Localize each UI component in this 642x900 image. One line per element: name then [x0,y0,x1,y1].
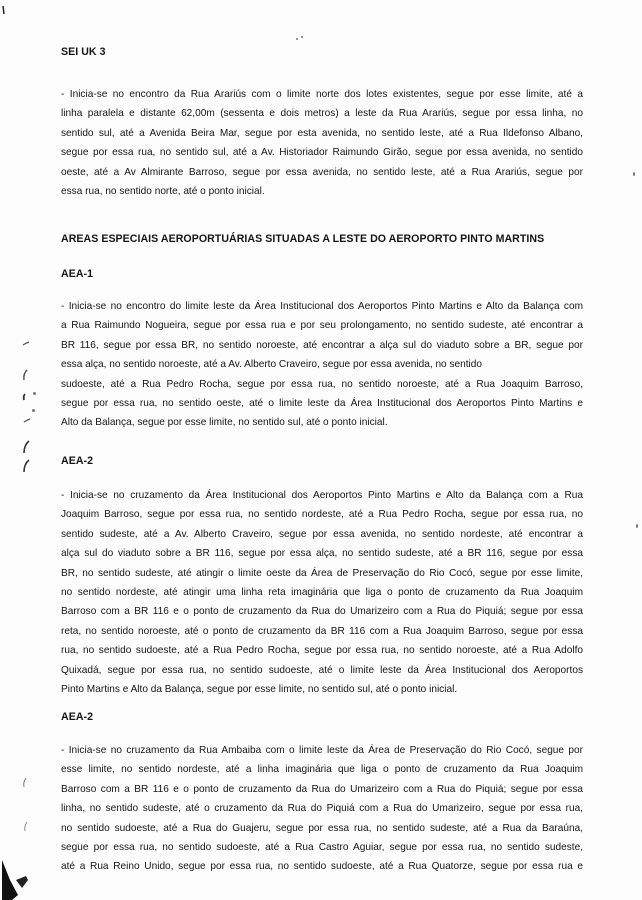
aea2-title: AEA-2 [61,455,94,467]
scan-speck [301,36,303,38]
scan-speck [296,38,298,40]
text-line: sudoeste, até a Rua Pedro Rocha, segue por essa rua, no sentido noroeste, até a Rua Joaquim Barroso, [61,378,583,390]
text-line: até a Rua Reino Unido, segue por essa rua, no sentido sudoeste, até a Rua Quatorze, segue por essa rua e [61,861,583,873]
text-line: linha, no sentido sudeste, até o cruzamento da Rua do Piquiá com a Rua do Umarizeiro, segue por essa rua, [61,803,583,815]
text-line: no sentido sudoeste, até a Rua do Guajeru, segue por essa rua, no sentido sudeste, até a Rua da Baraúna, [61,822,583,834]
text-line: essa rua, no sentido norte, até o ponto inicial. [61,185,265,197]
text-line: reta, no sentido noroeste, até o ponto de cruzamento da BR 116 com a Rua Joaquim Barroso, segue por essa [61,625,583,637]
text-line: Joaquim Barroso, segue por essa rua, no sentido nordeste, até a Rua Pedro Rocha, segue por essa rua, no [61,509,583,521]
aea2-second-title: AEA-2 [61,711,94,723]
text-line: esse limite, no sentido nordeste, até a linha imaginária que liga o ponto de cruzamento da Rua Joaquim [61,764,583,776]
text-line: alça sul do viaduto sobre a BR 116, segue por essa alça, no sentido sudeste, até a BR 116, segue por essa [61,548,583,560]
scan-speck [633,172,635,176]
section-title: AREAS ESPECIAIS AEROPORTUÁRIAS SITUADAS A LESTE DO AEROPORTO PINTO MARTINS [61,233,545,245]
setor-paragraph [61,85,583,201]
aea1-title: AEA-1 [61,268,94,280]
text-line: BR 116, segue por essa BR, no sentido noroeste, até encontrar a alça sul do viaduto sobre a BR, segue por [61,339,583,351]
text-line: BR, no sentido sudeste, até atingir o limite oeste da Área de Preservação do Rio Cocó, segue por esse limite, [61,567,583,579]
text-line: oeste, até a Av Almirante Barroso, segue por essa avenida, no sentido leste, até a Rua Arariús, segue por [61,166,583,178]
text-line: Quixadá, segue por essa rua, no sentido sudoeste, até o limite leste da Área Institucional dos Aeroportos [61,664,583,676]
scan-margin-marks [0,0,60,900]
aea2-paragraph [61,486,583,699]
scan-speck [636,524,638,528]
text-line: - Inicia-se no cruzamento da Área Institucional dos Aeroportos Pinto Martins e Alto da Balança com a Rua [61,490,583,501]
text-line: rua, no sentido sudoeste, até a Rua Pedro Rocha, segue por essa rua, no sentido noroeste, até a Rua Adolfo [61,645,583,657]
text-line: no sentido nordeste, até atingir uma linha reta imaginária que liga o ponto de cruzamento da Rua Joaquim [61,586,583,598]
scan-speck [33,392,36,395]
text-line: Barroso com a BR 116 e o ponto de cruzamento da Rua do Umarizeiro com a Rua do Piquiá; segue por essa [61,783,583,795]
text-line: segue por essa rua, no sentido sul, até a Av. Historiador Raimundo Girão, segue por essa avenida, no sentido [61,147,583,159]
scan-speck [32,409,35,412]
text-line: - Inicia-se no encontro da Rua Arariús com o limite norte dos lotes existentes, segue por esse limite, até a [61,89,583,100]
text-line: sentido sul, até a Avenida Beira Mar, segue por esta avenida, no sentido leste, até a Rua Ildefonso Albano, [61,127,583,139]
text-line: - Inicia-se no encontro do limite leste da Área Institucional dos Aeroportos Pinto Martins e Alto da Balança com [61,301,583,312]
text-line: segue por essa rua, no sentido sudoeste, até a Rua Castro Aguiar, segue por essa rua, no sentido sudeste, [61,841,583,853]
text-line: linha paralela e distante 62,00m (sessenta e dois metros) a leste da Rua Arariús, segue por essa linha, no [61,108,583,120]
text-line: sentido sudeste, até a Av. Alberto Craveiro, segue por essa avenida, no sentido nordeste, até encontrar a [61,528,583,540]
text-line: Alto da Balança, segue por esse limite, no sentido sul, até o ponto inicial. [61,417,388,429]
aea1-paragraph [61,297,583,433]
text-line: essa alça, no sentido noroeste, até a Av. Alberto Craveiro, segue por essa avenida, no sentido [61,359,483,371]
setor-title: SEI UK 3 [61,46,106,58]
text-line: - Inicia-se no cruzamento da Rua Ambaiba com o limite leste da Área de Preservação do Rio Cocó, segue por [61,745,583,756]
text-line: segue por essa rua, no sentido oeste, até o limite leste da Área Institucional dos Aeroportos Pinto Martins e [61,397,583,409]
text-line: a Rua Raimundo Nogueira, segue por essa rua e por seu prolongamento, no sentido sudeste, até encontrar a [61,320,583,332]
text-line: Barroso com a BR 116 e o ponto de cruzamento da Rua do Umarizeiro com a Rua do Piquiá; segue por essa [61,606,583,618]
aea2-second-paragraph [61,741,583,877]
text-line: Pinto Martins e Alto da Balança, segue por esse limite, no sentido sul, até o ponto inicial. [61,683,458,695]
